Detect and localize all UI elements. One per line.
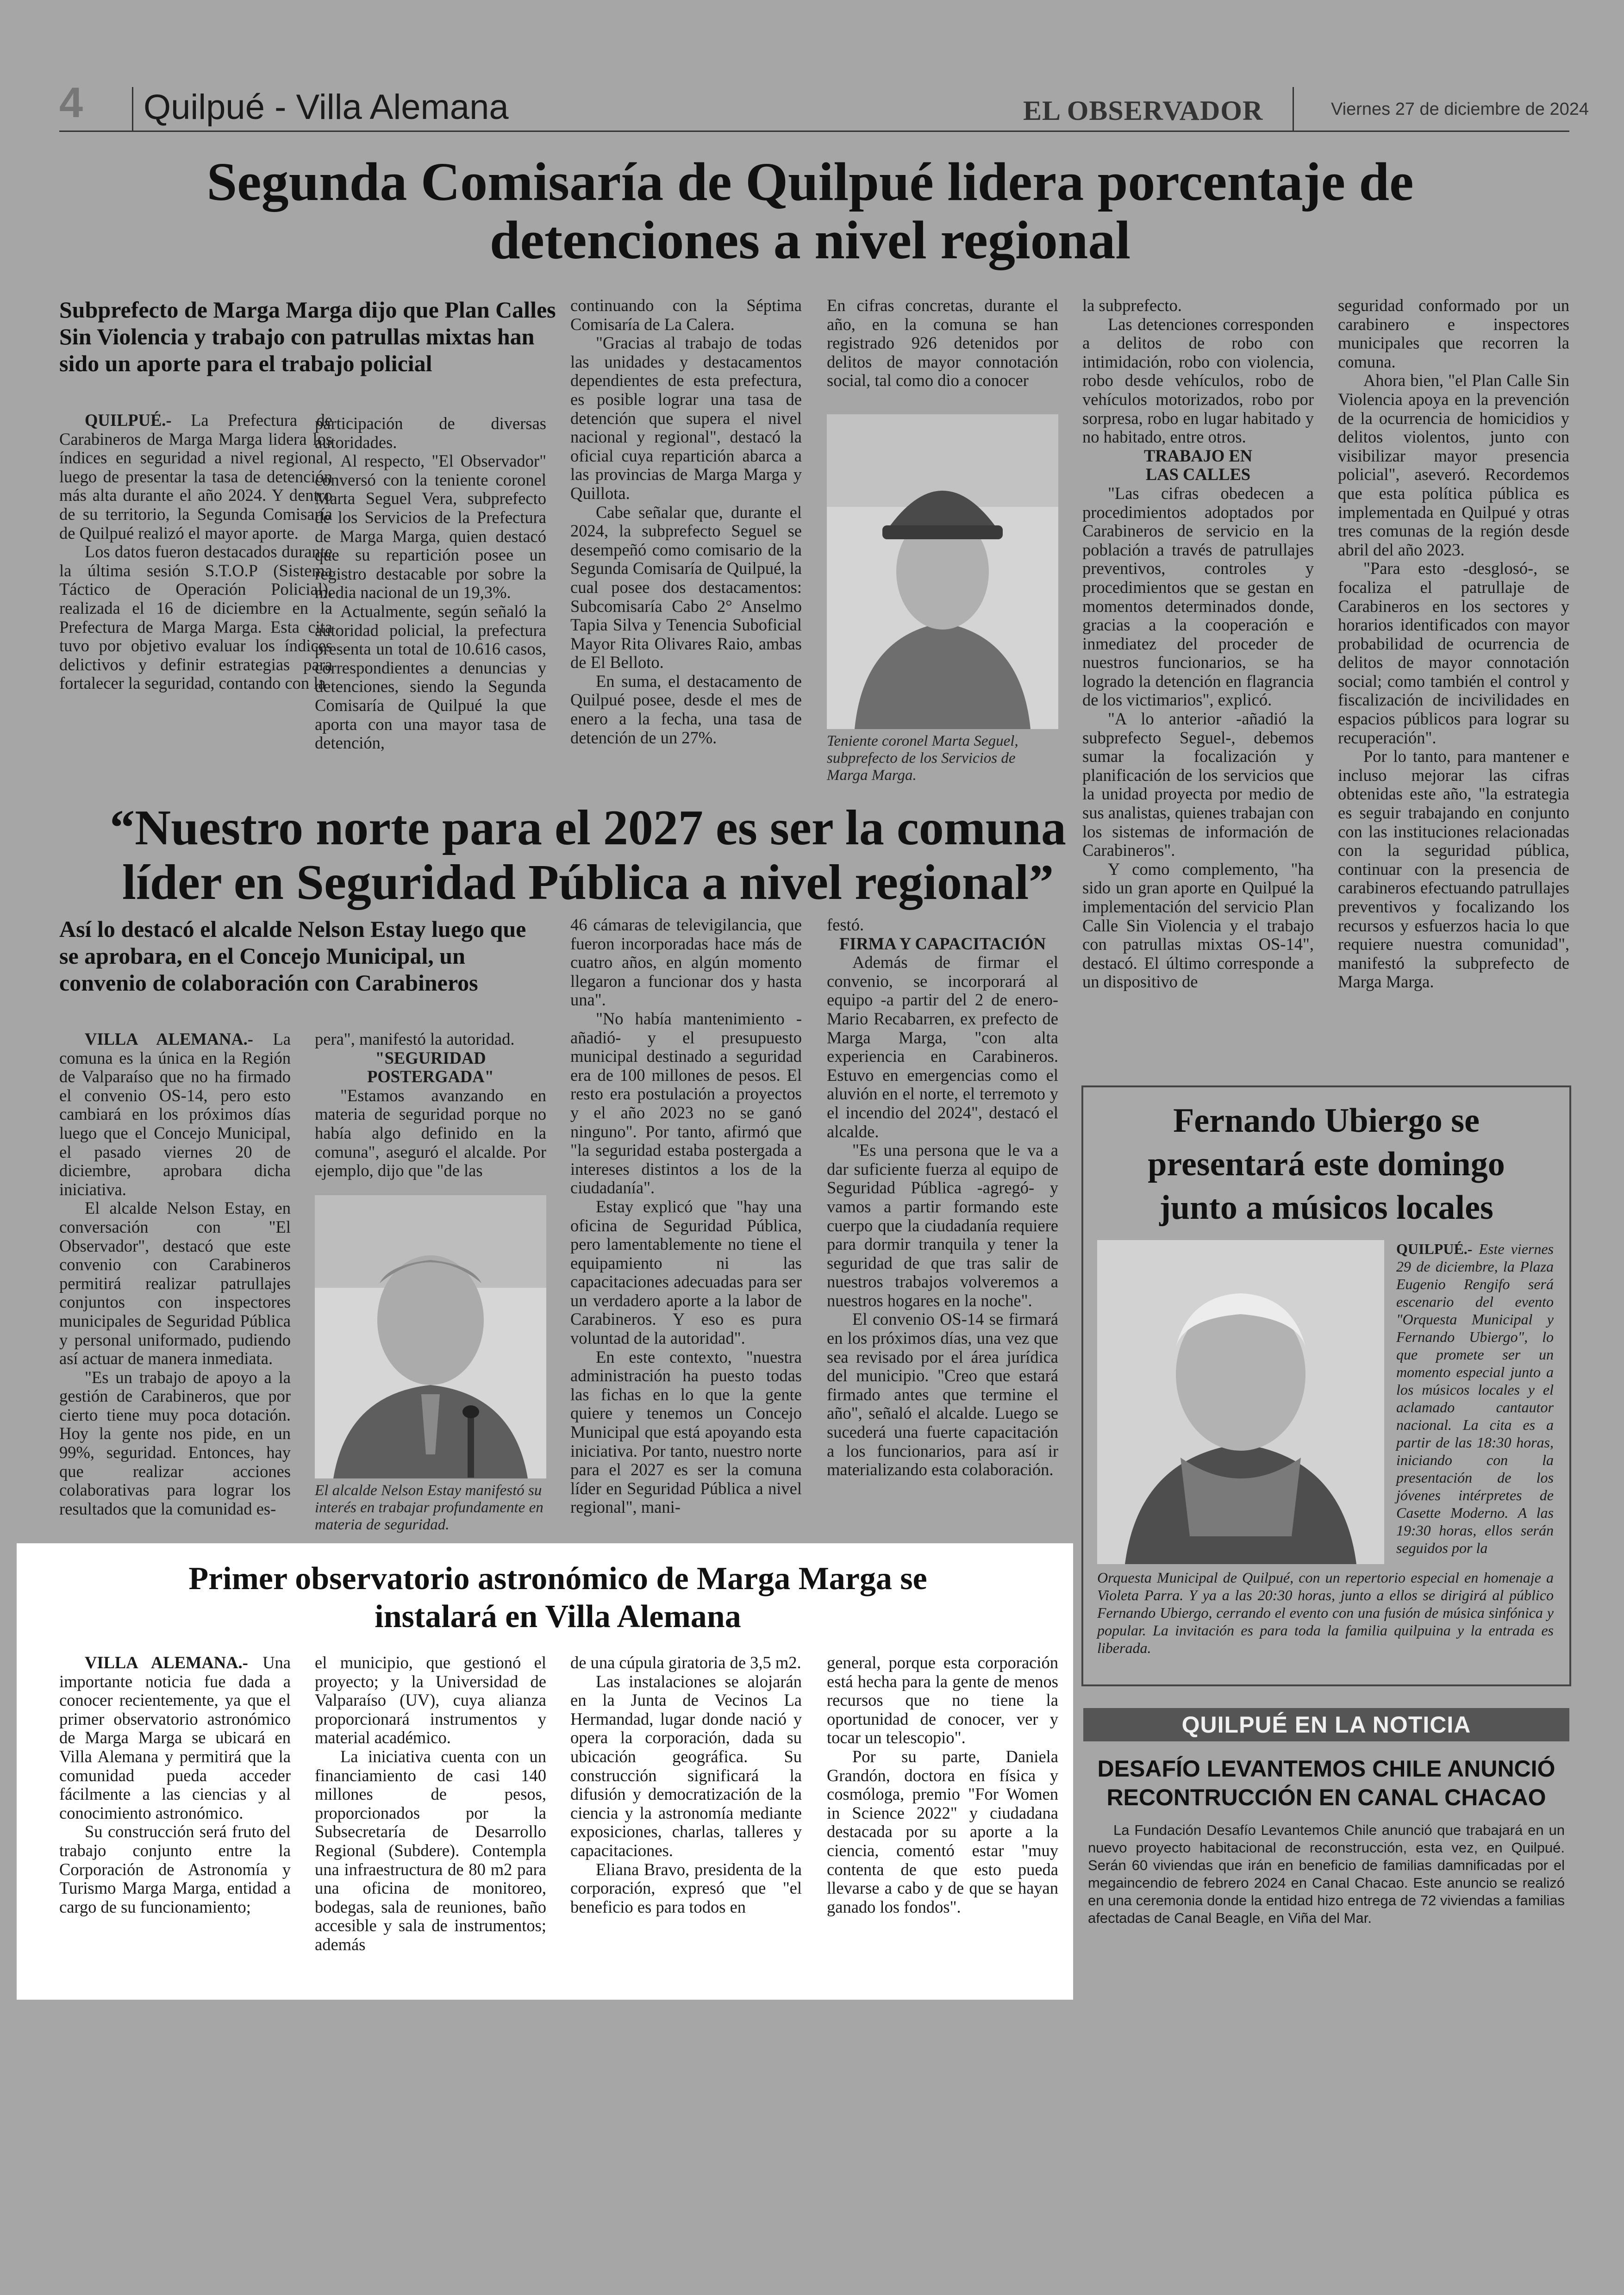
ubiergo-box: [1081, 1085, 1571, 1686]
section-heading: TRABAJO EN LAS CALLES: [1143, 446, 1253, 484]
paragraph: Cabe señalar que, durante el 2024, la subprefecto Seguel se desempeñó como comisario de la Segunda Comisaría de Quilpué, la cual posee dos destacamentos: Subcomisaría Cabo 2° Anselmo Tapia Silva y Tenencia Suboficial Mayor Rita Olivares Raio, ambas de El Belloto.: [570, 502, 802, 672]
paragraph: La iniciativa cuenta con un financiamiento de casi 140 millones de pesos, proporcionados por la Subsecretaría de Desarrollo Regional (Subdere). Contempla una infraestructura de 80 m2 para una oficina de monitoreo, bodegas, sala de reuniones, baño accesible y sala de instrumentos; además: [315, 1746, 546, 1954]
paragraph: Una importante noticia fue dada a conocer recientemente, ya que el primer observatorio astronómico de Marga Marga se ubicará en Villa Alemana y permitirá que la comunidad pueda acceder fácilmente a las ciencias y al conocimiento astronómico.: [59, 1653, 291, 1822]
article3-headline: Primer observatorio astronómico de Marga Marga se instalará en Villa Alemana: [188, 1561, 927, 1634]
paragraph: "Estamos avanzando en materia de seguridad porque no había algo definido en la comuna", aseguró el alcalde. Por ejemplo, dijo que "de las: [315, 1085, 546, 1180]
paragraph: "Para esto -desglosó-, se focaliza el patrullaje de Carabineros en los sectores y horarios identificados con mayor probabilidad de ocurrencia de delitos de mayor connotación social; como también el control y fiscalización de incivilidades en espacios públicos para lograr su recuperación".: [1338, 559, 1569, 747]
officer-photo: [827, 414, 1058, 729]
ubiergo-box-text-side: [1396, 1240, 1554, 1557]
article2-headline: “Nuestro norte para el 2027 es ser la comuna líder en Seguridad Pública a nivel regional”: [110, 800, 1066, 910]
page-number: 4: [59, 79, 83, 126]
paragraph: Al respecto, "El Observador" conversó con la teniente coronel Marta Seguel Vera, subprefecto de los Servicios de la Prefectura de Marga Marga, quien destacó que su repartición posee un registro destacable por sobre la media nacional de un 19,3%.: [315, 451, 546, 602]
paragraph: continuando con la Séptima Comisaría de La Calera.: [570, 296, 802, 334]
paragraph: Por lo tanto, para mantener e incluso mejorar las cifras obtenidas este año, "la estrategia es seguir trabajando en conjunto con las instituciones relacionadas con la seguridad pública, continuar con la presencia de carabineros efectuando patrullajes preventivos y focalizando los recursos y esfuerzos hacia lo que requiere nuestra comunidad", manifestó la subprefecto de Marga Marga.: [1338, 747, 1569, 992]
paragraph: Su construcción será fruto del trabajo conjunto entre la Corporación de Astronomía y Turismo Marga Marga, entidad a cargo de su funcionamiento;: [59, 1822, 291, 1916]
article1-col2: [315, 414, 546, 753]
paragraph: pera", manifestó la autoridad.: [315, 1029, 515, 1048]
article1-col6: [1338, 296, 1569, 992]
paragraph: Además de firmar el convenio, se incorporará al equipo -a partir del 2 de enero- Mario Recabarren, ex prefecto de Marga Marga, "con alta experiencia en Carabineros. Estuvo en emergencias como el aluvión en el norte, el terremoto y el incendio del 2024", destacó el alcalde.: [827, 953, 1058, 1141]
article1-col5: [1082, 296, 1314, 992]
paragraph: Ahora bien, "el Plan Calle Sin Violencia apoya en la prevención de la ocurrencia de homicidios y delitos violentos, junto con visibilizar mayor presencia policial", aseveró. Recordemos que esta política pública es implementada en Quilpué y otras tres comunas de la región desde abril del año 2023.: [1338, 371, 1569, 559]
paragraph: "Es un trabajo de apoyo a la gestión de Carabineros, que por cierto tiene muy poca dotación. Hoy la gente nos pide, en un 99%, seguridad. Entonces, hay que realizar acciones colaborativas para lograr los resultados que la comunidad es-: [59, 1367, 291, 1518]
article2-col4: [827, 916, 1058, 1479]
article2-col1: [59, 1030, 291, 1518]
ubiergo-photo: [1097, 1240, 1384, 1564]
paragraph: Eliana Bravo, presidenta de la corporación, expresó que "el beneficio es para todos en: [570, 1859, 802, 1916]
article1-col4: [827, 296, 1058, 390]
paragraph: El convenio OS-14 se firmará en los próximos días, una vez que sea revisado por el área jurídica del municipio. "Creo que estará firmado antes que termine el año", señaló el alcalde. Luego se sucederá una fuerte capacitación a los funcionarios, para así ir materializando esta colaboración.: [827, 1310, 1058, 1479]
article3-col4: [827, 1653, 1058, 1916]
article1-headline: Segunda Comisaría de Quilpué lidera porcentaje de detenciones a nivel regional: [206, 151, 1414, 270]
article1-col3: [570, 296, 802, 747]
paragraph: "A lo anterior -añadió la subprefecto Seguel-, debemos sumar la focalización y planificación de los servicios que la unidad proyecta por medio de sus analistas, quienes trabajan con los sistemas de información de Carabineros".: [1082, 709, 1314, 860]
paragraph: En este contexto, "nuestra administración ha puesto todas las fichas en lo que la gente quiere y tenemos un Concejo Municipal que está apoyando esta iniciativa. Por tanto, nuestro norte para el 2027 es ser la comuna líder en Seguridad Pública a nivel regional", mani-: [570, 1347, 802, 1517]
paragraph: "Es una persona que le va a dar suficiente fuerza al equipo de Seguridad Pública -agregó- y vamos a partir formando este cuerpo que la ciudadanía requiere para dormir tranquila y tener la seguridad de que tras salir de nuestros trabajos volveremos a nuestros hogares en la noche".: [827, 1141, 1058, 1310]
noticia-text: La Fundación Desafío Levantemos Chile anunció que trabajará en un nuevo proyecto habitacional de reconstrucción, esta vez, en Quilpué. Serán 60 viviendas que irán en beneficio de familias damnificadas por el megaincendio de febrero 2024 en Canal Chacao. Este anuncio se realizó en una ceremonia donde la entidad hizo entrega de 72 viviendas a familias afectadas de Canal Beagle, en Viña del Mar.: [1088, 1822, 1565, 1926]
issue-date: Viernes 27 de diciembre de 2024: [1331, 100, 1589, 119]
paragraph: 46 cámaras de televigilancia, que fueron incorporadas hace más de cuatro años, en algún momento llegaron a funcionar dos y hasta una".: [570, 915, 802, 1010]
paragraph: El alcalde Nelson Estay, en conversación con "El Observador", destacó que este convenio con Carabineros permitirá realizar patrullajes conjuntos con inspectores municipales de Seguridad Pública y personal uniformado, pudiendo así actuar de manera inmediata.: [59, 1198, 291, 1368]
paragraph: general, porque esta corporación está hecha para la gente de menos recursos que no tiene la oportunidad de conocer, ver y tocar un telescopio".: [827, 1653, 1058, 1747]
paragraph: el municipio, que gestionó el proyecto; y la Universidad de Valparaíso (UV), cuya alianza proporcionará instrumentos y material académico.: [315, 1653, 546, 1747]
publication-name: EL OBSERVADOR: [1023, 95, 1263, 126]
paragraph: Las detenciones corresponden a delitos de robo con intimidación, robo con violencia, robo desde vehículos, robo de vehículos motorizados, robo por sorpresa, robo en lugar habitado y no habitado, entre otros.: [1082, 314, 1314, 447]
paragraph: "No había mantenimiento -añadió- y el presupuesto municipal destinado a seguridad era de 100 millones de pesos. El resto era postulación a proyectos y el año 2023 no se ganó ninguno". Por tanto, afirmó que "la seguridad estaba postergada a intereses distintos a los de la ciudadanía".: [570, 1009, 802, 1197]
mayor-photo: [315, 1195, 546, 1478]
header-divider: [132, 87, 133, 131]
dateline: QUILPUÉ.-: [1396, 1241, 1473, 1257]
article1-col1: [59, 411, 332, 693]
article3-col2: [315, 1653, 546, 1954]
paragraph: En suma, el destacamento de Quilpué posee, desde el mes de enero a la fecha, una tasa de detención de un 27%.: [570, 671, 802, 747]
paragraph: Por su parte, Daniela Grandón, doctora en física y cosmóloga, premio "For Women in Science 2022" y ciudadana destacada por su aporte a la ciencia, comentó estar "muy contenta de que esto pueda llevarse a cabo y de que se hayan ganado los fondos".: [827, 1746, 1058, 1916]
ubiergo-box-title: Fernando Ubiergo se presentará este domingo junto a músicos locales: [1148, 1102, 1505, 1227]
paragraph: festó.: [827, 915, 864, 934]
article2-col3: [570, 916, 802, 1517]
dateline: VILLA ALEMANA.-: [85, 1029, 253, 1048]
dateline: VILLA ALEMANA.-: [85, 1653, 248, 1672]
header-rule: [59, 131, 1569, 132]
section-heading: "SEGURIDAD POSTERGADA": [367, 1048, 494, 1086]
article2-col2: [315, 1030, 546, 1180]
paragraph: La comuna es la única en la Región de Valparaíso que no ha firmado el convenio OS-14, pero esto cambiará en los próximos días luego que el Concejo Municipal, el pasado viernes 20 de diciembre, aprobara dicha iniciativa.: [59, 1029, 291, 1199]
paragraph: Estay explicó que "hay una oficina de Seguridad Pública, pero lamentablemente no tiene el equipamiento ni las capacitaciones adecuadas para ser un verdadero aporte a la labor de Carabineros. Y eso es pura voluntad de la autoridad".: [570, 1197, 802, 1348]
paragraph: Los datos fueron destacados durante la última sesión S.T.O.P (Sistema Táctico de Operación Policial), realizada el 16 de diciembre en la Prefectura de Marga Marga. Esta cita tuvo por objetivo evaluar los índices delictivos y definir estrategias para fortalecer la seguridad, contando con la: [59, 542, 332, 693]
article2-subtitle: Así lo destacó el alcalde Nelson Estay luego que se aprobara, en el Concejo Municipal, un convenio de colaboración con Carabineros: [59, 916, 526, 996]
paragraph: "Gracias al trabajo de todas las unidades y destacamentos dependientes de esta prefectura, es posible lograr una tasa de detención que supera el nivel nacional y regional", destacó la oficial cuya repartición abarca a las provincias de Marga Marga y Quillota.: [570, 333, 802, 503]
paragraph: Y como complemento, "ha sido un gran aporte en Quilpué la implementación del servicio Plan Calle Sin Violencia y el trabajo con patrullas mixtas OS-14", destacó. El último corresponde a un dispositivo de: [1082, 859, 1314, 992]
ubiergo-box-text-bottom: Orquesta Municipal de Quilpué, con un repertorio especial en homenaje a Violeta Parra. Y ya a las 20:30 horas, junto a ellos se dirigirá al público Fernando Ubiergo, cerrando el evento con una fusión de música sinfónica y popular. La invitación es para toda la familia quilpuina y la entrada es liberada.: [1097, 1569, 1554, 1656]
article3-col3: [570, 1653, 802, 1916]
noticia-section-bar: QUILPUÉ EN LA NOTICIA: [1083, 1708, 1569, 1741]
header-divider: [1293, 87, 1294, 131]
paragraph: Las instalaciones se alojarán en la Junta de Vecinos La Hermandad, lugar donde nació y opera la corporación, dada su ubicación geográfica. Su construcción significará la difusión y democratización de la ciencia y la astronomía mediante exposiciones, charlas, talleres y capacitaciones.: [570, 1671, 802, 1860]
noticia-headline: DESAFÍO LEVANTEMOS CHILE ANUNCIÓ RECONTRUCCIÓN EN CANAL CHACAO: [1097, 1756, 1555, 1810]
dateline: QUILPUÉ.-: [85, 411, 172, 430]
paragraph: de una cúpula giratoria de 3,5 m2.: [570, 1653, 801, 1672]
officer-photo-caption: Teniente coronel Marta Seguel, subprefecto de los Servicios de Marga Marga.: [827, 733, 1018, 784]
paragraph: la subprefecto.: [1082, 296, 1182, 315]
section-name: Quilpué - Villa Alemana: [144, 87, 509, 127]
paragraph: La Prefectura de Carabineros de Marga Marga lidera los índices en seguridad a nivel regional, luego de presentar la tasa de detención más alta durante el año 2024. Y dentro de su territorio, la Segunda Comisaría de Quilpué realizó el mayor aporte.: [59, 411, 332, 543]
article3-col1: [59, 1653, 291, 1916]
paragraph: Este viernes 29 de diciembre, la Plaza Eugenio Rengifo será escenario del evento "Orquesta Municipal y Fernando Ubiergo", lo que promete ser un momento especial junto a los músicos locales y el aclamado cantautor nacional. La cita es a partir de las 18:30 horas, iniciando con la presentación de los jóvenes intérpretes de Casette Moderno. A las 19:30 horas, ellos serán seguidos por la: [1396, 1241, 1554, 1556]
mayor-photo-caption: El alcalde Nelson Estay manifestó su interés en trabajar profundamente en materia de seguridad.: [315, 1482, 543, 1533]
section-heading: FIRMA Y CAPACITACIÓN: [839, 934, 1046, 953]
paragraph: participación de diversas autoridades.: [315, 414, 546, 452]
paragraph: seguridad conformado por un carabinero e inspectores municipales que recorren la comuna.: [1338, 296, 1569, 371]
paragraph: "Las cifras obedecen a procedimientos adoptados por Carabineros de servicio en la población a través de patrullajes preventivos, controles y procedimientos que se gestan en momentos determinados donde, gracias a la cooperación e inmediatez del proceder de nuestros funcionarios, se ha logrado la detención en flagrancia de los victimarios", explicó.: [1082, 483, 1314, 710]
paragraph: Actualmente, según señaló la autoridad policial, la prefectura presenta un total de 10.616 casos, correspondientes a denuncias y detenciones, siendo la Segunda Comisaría de Quilpué la que aporta con una mayor tasa de detención,: [315, 601, 546, 753]
article1-subtitle: Subprefecto de Marga Marga dijo que Plan Calles Sin Violencia y trabajo con patrullas mixtas han sido un aporte para el trabajo policial: [59, 297, 556, 376]
paragraph: En cifras concretas, durante el año, en la comuna se han registrado 926 detenidos por delitos de mayor connotación social, tal como dio a conocer: [827, 296, 1058, 390]
